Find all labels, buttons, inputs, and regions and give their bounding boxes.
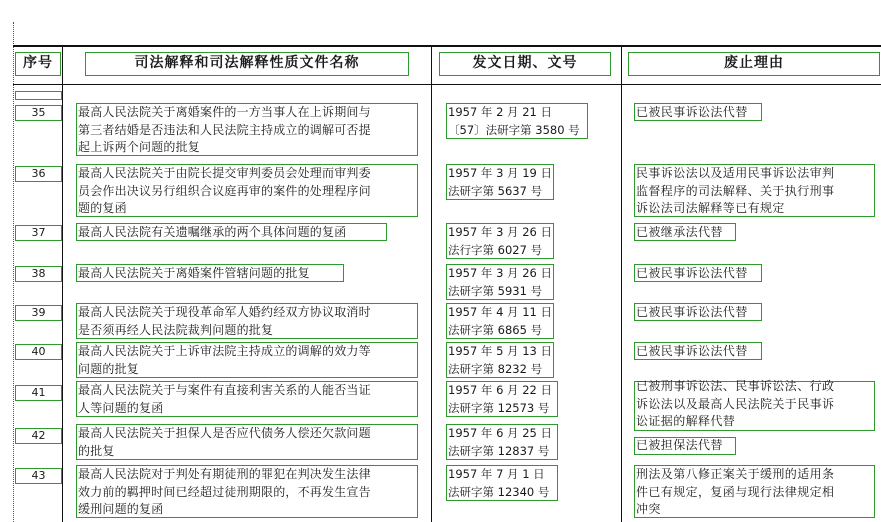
repeal-reason [636, 265, 748, 283]
document-name [78, 304, 418, 339]
repeal-reason [636, 104, 748, 122]
document-name [78, 265, 418, 283]
reason-line: 已被民事诉讼法代替 [636, 305, 748, 319]
reason-line: 讼证据的解释代替 [636, 414, 736, 428]
name-line: 最高人民法院关于由院长提交审判委员会处理而审判委 [78, 166, 371, 180]
doc-number: 法研字第 8232 号 [448, 361, 543, 376]
name-line: 起上诉两个问题的批复 [78, 140, 201, 154]
doc-number: 法研字第 5637 号 [448, 183, 543, 198]
reason-line: 冲突 [636, 502, 661, 516]
reason-line: 已被民事诉讼法代替 [636, 266, 748, 280]
doc-number: 〔57〕法研字第 3580 号 [448, 122, 580, 137]
name-line: 最高人民法院关于与案件有直接利害关系的人能否当证 [78, 383, 371, 397]
repeal-reason [636, 165, 834, 218]
spacer-row [15, 91, 62, 100]
reason-line: 诉讼法以及最高人民法院关于民事诉 [636, 396, 835, 411]
doc-number: 法行字第 6027 号 [448, 242, 543, 257]
doc-number: 法研字第 12837 号 [448, 443, 550, 458]
reason-line: 监督程序的司法解释、关于执行刑事 [636, 183, 835, 198]
date-line: 1957 年 6 月 22 日 [448, 383, 552, 397]
date-line: 1957 年 2 月 21 日 [448, 105, 552, 119]
reason-line: 已被继承法代替 [636, 225, 723, 239]
reason-line: 件已有规定，复函与现行法律规定相 [636, 484, 835, 499]
reason-line: 已被民事诉讼法代替 [636, 105, 748, 119]
repeal-reason [636, 304, 748, 322]
row-number: 41 [15, 385, 62, 401]
repeal-reason [636, 343, 748, 361]
name-line: 题的复函 [78, 201, 127, 215]
name-line: 的批复 [78, 443, 115, 458]
date-line: 1957 年 3 月 19 日 [448, 166, 552, 180]
name-line: 最高人民法院关于现役革命军人婚约经双方协议取消时 [78, 305, 371, 319]
issue-date [448, 104, 580, 139]
date-line: 1957 年 7 月 1 日 [448, 467, 545, 481]
date-line: 1957 年 4 月 11 日 [448, 305, 552, 319]
name-line: 是否须再经人民法院裁判问题的批复 [78, 322, 274, 337]
name-line: 最高人民法院关于离婚案件管辖问题的批复 [78, 266, 310, 280]
table-top-rule [13, 45, 881, 47]
document-name [78, 382, 418, 417]
issue-date [448, 425, 552, 460]
issue-date [448, 265, 552, 300]
issue-date [448, 466, 549, 501]
document-name [78, 466, 418, 519]
issue-date [448, 382, 552, 417]
column-divider [62, 46, 63, 522]
name-line: 第三者结婚是否违法和人民法院主持成立的调解可否提 [78, 122, 371, 137]
name-line: 最高人民法院关于上诉审法院主持成立的调解的效力等 [78, 344, 371, 358]
issue-date [448, 224, 552, 259]
doc-number: 法研字第 6865 号 [448, 322, 543, 337]
issue-date [448, 304, 552, 339]
repeal-reason [636, 466, 834, 519]
name-line: 人等问题的复函 [78, 400, 164, 415]
row-number: 38 [15, 266, 62, 282]
date-line: 1957 年 3 月 26 日 [448, 266, 552, 280]
document-name [78, 104, 418, 157]
name-line: 最高人民法院有关遗嘱继承的两个具体问题的复函 [78, 225, 347, 239]
reason-line: 已被刑事诉讼法、民事诉讼法、行政 [636, 379, 835, 393]
date-line: 1957 年 3 月 26 日 [448, 225, 552, 239]
row-number: 42 [15, 428, 62, 444]
doc-number: 法研字第 12340 号 [448, 484, 550, 499]
reason-line: 已被民事诉讼法代替 [636, 344, 748, 358]
header-name: 司法解释和司法解释性质文件名称 [85, 52, 409, 76]
date-line: 1957 年 5 月 13 日 [448, 344, 552, 358]
reason-line: 诉讼法司法解释等已有规定 [636, 201, 785, 215]
row-number: 40 [15, 344, 62, 360]
row-number: 39 [15, 305, 62, 321]
name-line: 员会作出决议另行组织合议庭再审的案件的处理程序问 [78, 183, 371, 198]
header-bottom-rule [13, 84, 881, 85]
document-name [78, 425, 418, 460]
name-line: 缓刑问题的复函 [78, 502, 164, 516]
document-name [78, 224, 418, 242]
row-number: 35 [15, 105, 62, 121]
issue-date [448, 165, 552, 200]
row-number: 43 [15, 468, 62, 484]
row-number: 37 [15, 225, 62, 241]
column-divider [621, 46, 622, 522]
row-number: 36 [15, 166, 62, 182]
repeal-reason [636, 378, 834, 431]
issue-date [448, 343, 552, 378]
doc-number: 法研字第 12573 号 [448, 400, 550, 415]
column-divider [431, 46, 432, 522]
repeal-reason [636, 224, 723, 242]
header-seq: 序号 [15, 52, 61, 76]
header-date: 发文日期、文号 [439, 52, 611, 76]
reason-line: 民事诉讼法以及适用民事诉讼法审判 [636, 166, 835, 180]
document-name [78, 165, 418, 218]
name-line: 最高人民法院关于离婚案件的一方当事人在上诉期间与 [78, 105, 371, 119]
document-name [78, 343, 418, 378]
name-line: 最高人民法院关于担保人是否应代债务人偿还欠款问题 [78, 426, 371, 440]
doc-number: 法研字第 5931 号 [448, 283, 543, 298]
name-line: 效力前的羁押时间已经超过徒刑期限的，不再发生宣告 [78, 484, 371, 499]
name-line: 问题的批复 [78, 361, 140, 376]
reason-line: 刑法及第八修正案关于缓刑的适用条 [636, 467, 835, 481]
date-line: 1957 年 6 月 25 日 [448, 426, 552, 440]
name-line: 最高人民法院对于判处有期徒刑的罪犯在判决发生法律 [78, 467, 371, 481]
page-margin-dotted-line [13, 22, 14, 522]
header-reason: 废止理由 [628, 52, 880, 76]
repeal-reason [636, 437, 723, 455]
reason-line: 已被担保法代替 [636, 438, 723, 452]
